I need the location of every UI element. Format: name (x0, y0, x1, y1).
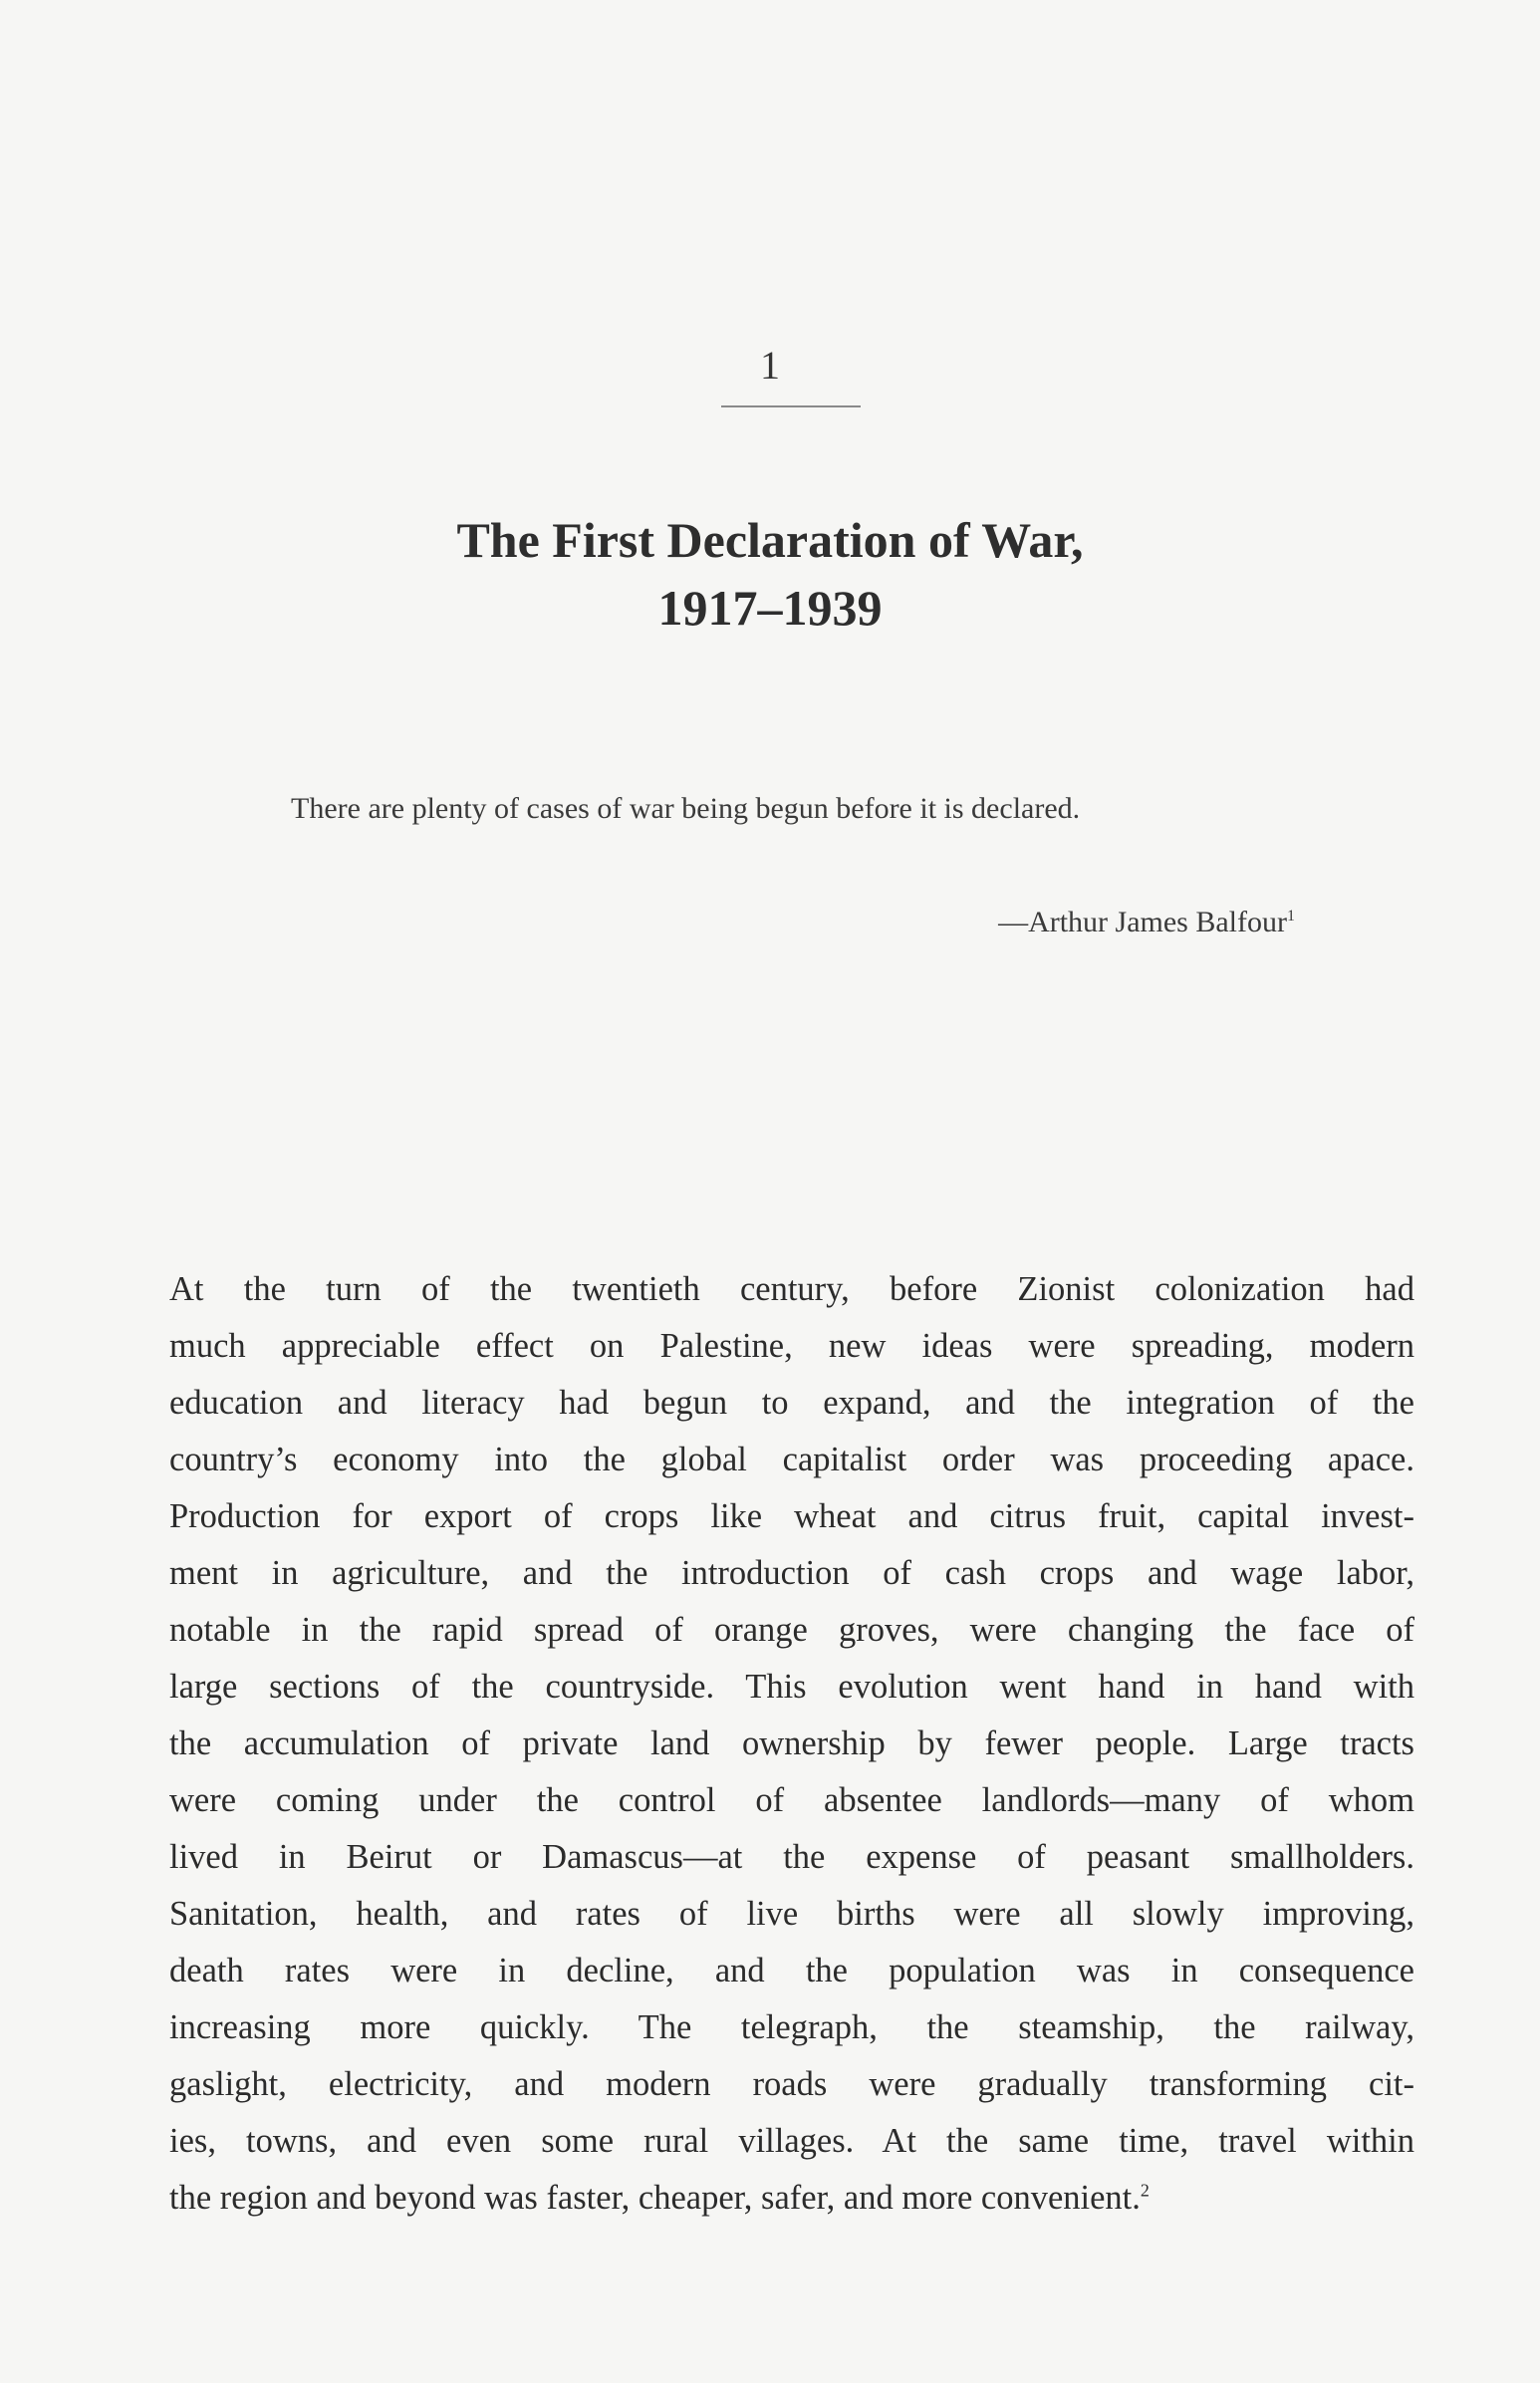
chapter-number: 1 (760, 343, 780, 388)
body-line: increasing more quickly. The telegraph, the steamship, the railway, (169, 2008, 1414, 2046)
body-line: gaslight, electricity, and modern roads were gradually transforming cit- (169, 2065, 1414, 2103)
body-line-final (169, 2170, 1414, 2227)
body-line: At the turn of the twentieth century, before Zionist colonization had (169, 1270, 1414, 1308)
body-line: Production for export of crops like wheat and citrus fruit, capital invest- (169, 1497, 1414, 1535)
body-line: much appreciable effect on Palestine, new ideas were spreading, modern (169, 1327, 1414, 1365)
body-line: the accumulation of private land ownership by fewer people. Large tracts (169, 1724, 1414, 1762)
body-line: education and literacy had begun to expand, and the integration of the (169, 1384, 1414, 1422)
chapter-divider (721, 405, 861, 407)
chapter-title (0, 506, 1540, 642)
body-paragraph (169, 1261, 1414, 2227)
body-line: death rates were in decline, and the population was in consequence (169, 1952, 1414, 1989)
body-line: ies, towns, and even some rural villages. At the same time, travel within (169, 2122, 1414, 2160)
body-line: large sections of the countryside. This evolution went hand in hand with (169, 1668, 1414, 1706)
body-line: lived in Beirut or Damascus—at the expense of peasant smallholders. (169, 1838, 1414, 1876)
body-line: Sanitation, health, and rates of live births were all slowly improving, (169, 1895, 1414, 1933)
body-line: were coming under the control of absentee landlords—many of whom (169, 1781, 1414, 1819)
epigraph-quote: There are plenty of cases of war being begun before it is declared. (291, 792, 1081, 825)
epigraph-attribution (291, 895, 1295, 943)
chapter-title-line-1: The First Declaration of War, (456, 512, 1084, 568)
body-line: ment in agriculture, and the introduction of cash crops and wage labor, (169, 1554, 1414, 1592)
footnote-marker-1: 1 (1287, 908, 1295, 925)
body-line: notable in the rapid spread of orange groves, were changing the face of (169, 1611, 1414, 1649)
footnote-marker-2: 2 (1140, 2180, 1150, 2201)
chapter-title-line-2: 1917–1939 (657, 580, 883, 636)
epigraph-author: —Arthur James Balfour (998, 906, 1287, 938)
body-line-final-text: the region and beyond was faster, cheaper, safer, and more convenient. (169, 2179, 1141, 2217)
body-line: country’s economy into the global capitalist order was proceeding apace. (169, 1441, 1414, 1478)
